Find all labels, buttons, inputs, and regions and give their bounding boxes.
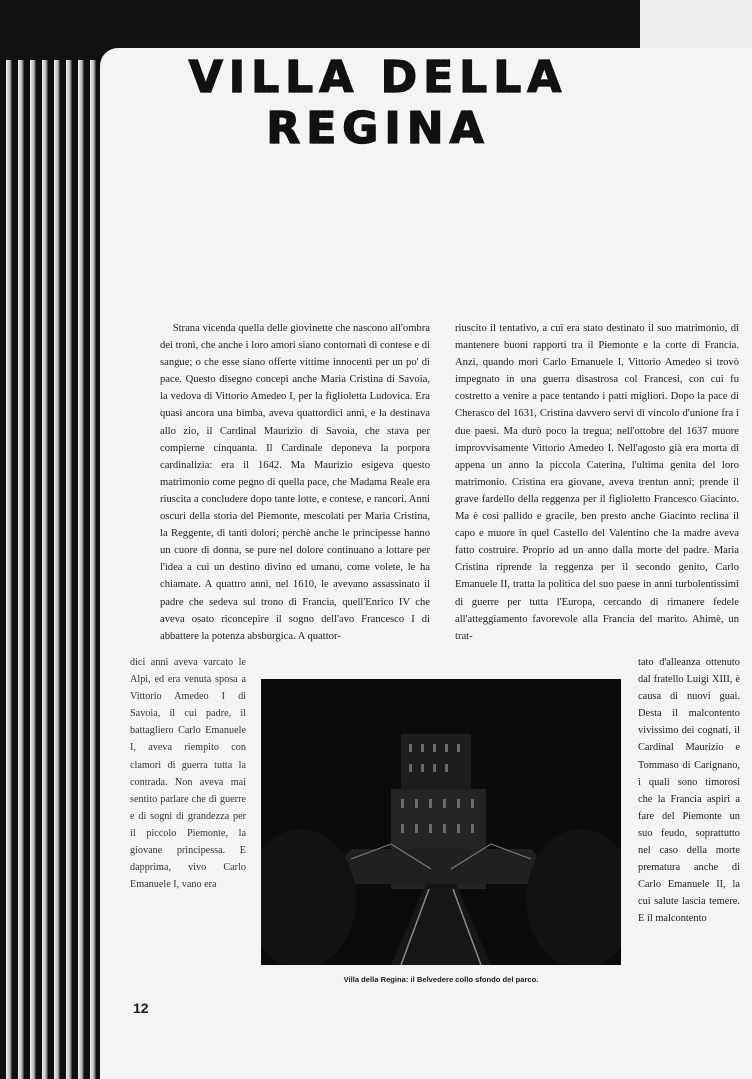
article-paragraph: tato d'alleanza ottenuto dal fratello Luigi XIII, è causa di nuovi guai. Desta il malcontento vivissimo dei cognati, il Cardinal Maurizio e Tommaso di Carignano, i quali sono timorosi che la Francia aspiri a fare del Piemonte un suo feudo, soprattutto nel caso della morte prematura anche di Carlo Emanuele II, la cui salute lascia temere. E il malcontento: [638, 657, 740, 925]
article-column-left-narrow: [130, 654, 246, 893]
article-paragraph: riuscito il tentativo, a cui era stato destinato il suo matrimonio, di mantenere buoni rapporti tra il Piemonte e la corte di Francia. Anzi, quando morì Carlo Emanuele I, Vittorio Amedeo si trovò impegnato in una guerra disastrosa col Francesi, con cui fu costretto a venire a pace tentando i patti migliori. Dopo la pace di Cherasco del 1631, Cristina davvero servì di vincolo d'unione fra i due paesi. Ma durò poco la tregua; nell'ottobre del 1637 muore improvvisamente Vittorio Amedeo I. Nell'agosto già era morta di appena un anno la piccola Caterina, l'ultima genita del loro matrimonio. Cristina era giovane, aveva trentun anni; prende il grave fardello della reggenza per il figlioletto Francesco Giacinto. Ma è così pallido e gracile, ben presto anche Giacinto reclina il capo e muore in quel Castello del Valentino che la madre aveva fatto costruire. Proprio ad un anno dalla morte del padre. Maria Cristina riprende la reggenza per il secondo genito, Carlo Emanuele II, tratta la politica del suo paese in anni turbolentissimi di guerre per tutta l'Europa, cercando di rimanere fedele all'atteggiamento favorevole alla Francia del marito. Ahimè, un trat-: [455, 323, 739, 642]
belvedere-photo-image: [261, 679, 621, 965]
article-column-right-narrow: [638, 654, 740, 928]
photo-caption: Villa della Regina: il Belvedere collo sfondo del parco.: [343, 975, 539, 984]
belvedere-photo: [261, 679, 621, 965]
article-paragraph: dici anni aveva varcato le Alpi, ed era venuta sposa a Vittorio Amedeo I di Savoia, il cui padre, il battagliero Carlo Emanuele I, aveva riempito con clamori di guerra tutta la contrada. Non aveva mai sentito parlare che di guerre e di sogni di grandezza per il piccolo Piemonte, la giovane principessa. E dapprima, vivo Carlo Emanuele I, vano era: [130, 657, 246, 891]
page-number: 12: [133, 1000, 149, 1016]
page-title: VILLA DELLA REGINA: [118, 52, 638, 154]
article-paragraph: Strana vicenda quella delle giovinette che nascono all'ombra dei troni, che anche i loro amori siano contornati di contese e di sangue; o che esse siano offerte vittime innocenti per un po' di pace. Questo disegno concepì anche Maria Cristina di Savoia, la vedova di Vittorio Amedeo I, per la figlioletta Ludovica. Era quasi ancora una bimba, aveva quattordici anni, e la destinava allo zio, il Cardinal Maurizio di Savoia, che stava per compierne cinquanta. Il Cardinale deponeva la porpora cardinalizia: era il 1642. Ma Maurizio esigeva questo matrimonio come pegno di quella pace, che Madama Reale era riuscita a concludere dopo tante lotte, e contese, e rancori. Anni oscuri della storia del Piemonte, mescolati per Maria Cristina, la Reggente, di tanti dolori; perchè anche le principesse hanno un cuore di donna, se pure nel dolore continuano a lottare per l'idea a cui un destino divino ed umano, come volete, le ha chiamate. A quattro anni, nel 1610, le avevano assassinato il padre che sedeva sul trono di Francia, quell'Enrico IV che aveva osato riconcepire il sogno dell'avo Francesco I di abbattere la potenza absburgica. A quattor-: [160, 323, 430, 642]
article-column-left: [160, 320, 430, 645]
article-column-right: [455, 320, 739, 645]
